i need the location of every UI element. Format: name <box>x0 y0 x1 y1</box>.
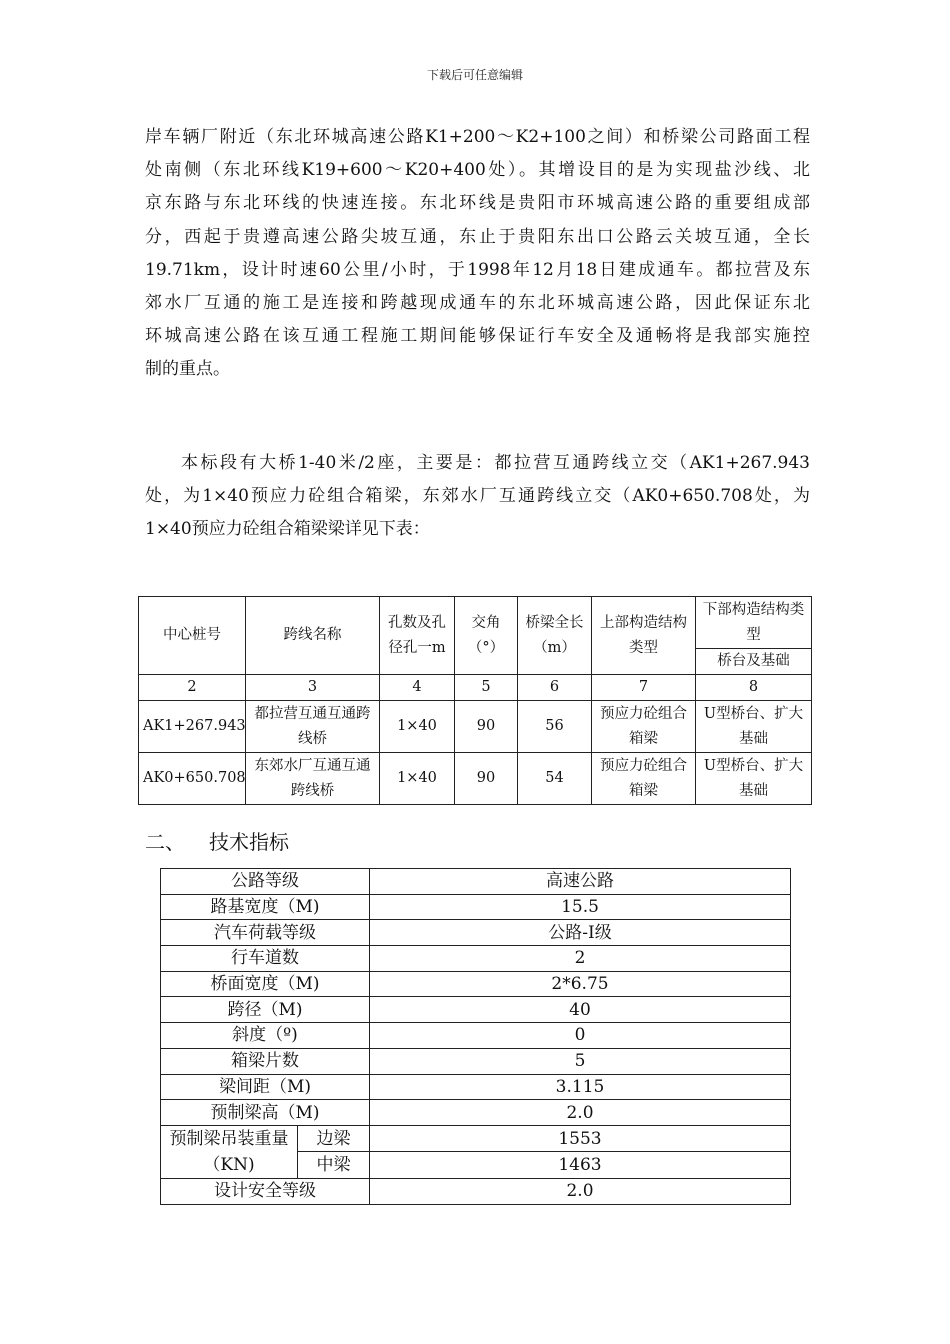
spec-label: 行车道数 <box>161 946 370 972</box>
spec-label: 汽车荷载等级 <box>161 920 370 946</box>
table-row <box>161 971 791 997</box>
spec-label: 设计安全等级 <box>161 1178 370 1204</box>
spec-label: 箱梁片数 <box>161 1048 370 1074</box>
text-line: 岸车辆厂附近（东北环城高速公路K1+200～K2+100之间）和桥梁公司路面工程 <box>145 127 810 147</box>
text-line: 处南侧（东北环线K19+600～K20+400处）。其增设目的是为实现盐沙线、北 <box>145 160 810 181</box>
header-superstructure: 上部构造结构类型 <box>592 597 696 675</box>
page-header: 下载后可任意编辑 <box>426 68 523 82</box>
table-row <box>161 920 791 946</box>
header-span-count: 孔数及孔径孔一m <box>380 597 455 675</box>
header-angle: 交角（°） <box>455 597 518 675</box>
cell-superstructure: 预应力砼组合箱梁 <box>592 753 696 805</box>
spec-value: 2 <box>370 946 791 972</box>
cell-crossing-name: 东郊水厂互通互通跨线桥 <box>246 753 380 805</box>
column-number: 3 <box>246 675 380 701</box>
section-title: 技术指标 <box>209 830 289 854</box>
section-number: 二、 <box>145 830 185 854</box>
spec-label: 梁间距（M) <box>161 1074 370 1100</box>
spec-value: 2.0 <box>370 1100 791 1126</box>
tech-specs-table <box>160 868 791 1205</box>
cell-substructure: U型桥台、扩大基础 <box>696 753 812 805</box>
cell-center-stake: AK1+267.943 <box>139 701 246 753</box>
table-row <box>161 894 791 920</box>
cell-angle: 90 <box>455 701 518 753</box>
table-row <box>161 1178 791 1204</box>
cell-superstructure: 预应力砼组合箱梁 <box>592 701 696 753</box>
text-line: 本标段有大桥1-40米/2座，主要是：都拉营互通跨线立交（AK1+267.943 <box>181 453 810 473</box>
table-row <box>161 869 791 895</box>
text-line: 制的重点。 <box>145 359 230 380</box>
spec-value: 2.0 <box>370 1178 791 1204</box>
cell-angle: 90 <box>455 753 518 805</box>
table-row <box>139 701 812 753</box>
text-line: 处，为1×40预应力砼组合箱梁，东郊水厂互通跨线立交（AK0+650.708处，为 <box>145 486 810 507</box>
column-number: 7 <box>592 675 696 701</box>
header-substructure: 下部构造结构类型 <box>696 597 812 649</box>
paragraph-2 <box>145 447 810 547</box>
edge-beam-value: 1553 <box>370 1125 791 1152</box>
text-line: 分，西起于贵遵高速公路尖坡互通，东止于贵阳东出口公路云关坡互通，全长 <box>145 226 810 247</box>
section-heading <box>145 826 289 855</box>
spec-value: 2*6.75 <box>370 971 791 997</box>
spec-value: 40 <box>370 997 791 1023</box>
table-row <box>161 1125 791 1152</box>
header-substructure-sub: 桥台及基础 <box>696 649 812 675</box>
text-line: 19.71km，设计时速60公里/小时，于1998年12月18日建成通车。都拉营及东 <box>145 259 810 280</box>
table-row <box>161 1023 791 1049</box>
column-number: 8 <box>696 675 812 701</box>
mid-beam-value: 1463 <box>370 1152 791 1179</box>
column-number: 4 <box>380 675 455 701</box>
spec-value: 高速公路 <box>370 869 791 895</box>
spec-value: 5 <box>370 1048 791 1074</box>
spec-label: 桥面宽度（M) <box>161 971 370 997</box>
table-row <box>161 946 791 972</box>
spec-label: 预制梁高（M) <box>161 1100 370 1126</box>
spec-value: 15.5 <box>370 894 791 920</box>
cell-center-stake: AK0+650.708 <box>139 753 246 805</box>
table-row <box>139 753 812 805</box>
text-line: 郊水厂互通的施工是连接和跨越现成通车的东北环城高速公路，因此保证东北 <box>145 292 810 313</box>
cell-substructure: U型桥台、扩大基础 <box>696 701 812 753</box>
spec-label: 公路等级 <box>161 869 370 895</box>
paragraph-1 <box>145 121 810 387</box>
table-row <box>161 997 791 1023</box>
bridge-table <box>138 596 812 805</box>
spec-value: 公路-Ⅰ级 <box>370 920 791 946</box>
cell-span-count: 1×40 <box>380 701 455 753</box>
spec-label: 跨径（M) <box>161 997 370 1023</box>
table-row <box>161 1048 791 1074</box>
table-row <box>161 1100 791 1126</box>
table-row <box>161 1074 791 1100</box>
header-length: 桥梁全长（m） <box>518 597 592 675</box>
cell-crossing-name: 都拉营互通互通跨线桥 <box>246 701 380 753</box>
column-number-row <box>139 675 812 701</box>
text-line: 1×40预应力砼组合箱梁梁详见下表： <box>145 519 430 540</box>
header-center-stake: 中心桩号 <box>139 597 246 675</box>
header-crossing-name: 跨线名称 <box>246 597 380 675</box>
cell-length: 56 <box>518 701 592 753</box>
spec-label: 斜度（º) <box>161 1023 370 1049</box>
spec-value: 0 <box>370 1023 791 1049</box>
edge-beam-label: 边梁 <box>298 1125 370 1152</box>
cell-length: 54 <box>518 753 592 805</box>
spec-label: 路基宽度（M) <box>161 894 370 920</box>
spec-value: 3.115 <box>370 1074 791 1100</box>
cell-span-count: 1×40 <box>380 753 455 805</box>
mid-beam-label: 中梁 <box>298 1152 370 1179</box>
text-line: 京东路与东北环线的快速连接。东北环线是贵阳市环城高速公路的重要组成部 <box>145 193 810 214</box>
text-line: 环城高速公路在该互通工程施工期间能够保证行车安全及通畅将是我部实施控 <box>145 326 810 347</box>
column-number: 2 <box>139 675 246 701</box>
column-number: 5 <box>455 675 518 701</box>
lift-weight-label: 预制梁吊装重量（KN) <box>161 1125 298 1178</box>
column-number: 6 <box>518 675 592 701</box>
